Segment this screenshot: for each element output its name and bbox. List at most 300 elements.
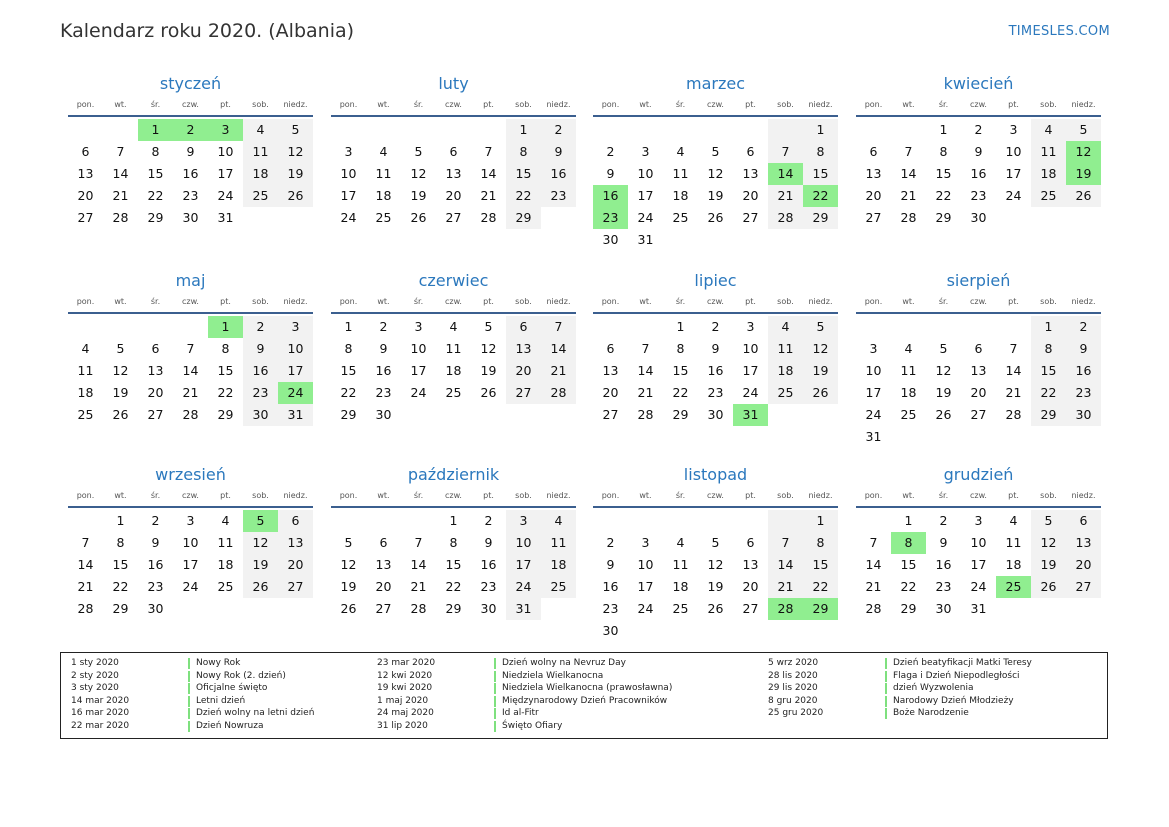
day-cell[interactable]: 28	[480, 210, 497, 225]
day-cell[interactable]: 20	[742, 188, 759, 203]
day-cell[interactable]: 22	[506, 185, 541, 207]
day-cell[interactable]: 9	[541, 141, 576, 163]
day-cell[interactable]: 28	[637, 407, 654, 422]
day-cell[interactable]: 14	[900, 166, 917, 181]
day-cell[interactable]: 2	[1066, 316, 1101, 338]
day-cell[interactable]: 20	[970, 385, 987, 400]
day-cell[interactable]: 3	[344, 144, 353, 159]
day-cell[interactable]: 16	[935, 557, 952, 572]
day-cell[interactable]: 18	[243, 163, 278, 185]
day-cell[interactable]: 10	[637, 557, 654, 572]
day-cell[interactable]: 24	[742, 385, 759, 400]
day-cell[interactable]: 13	[602, 363, 619, 378]
day-cell[interactable]: 25	[375, 210, 392, 225]
day-cell[interactable]: 11	[768, 338, 803, 360]
day-cell[interactable]: 1	[1031, 316, 1066, 338]
day-cell[interactable]: 17	[865, 385, 882, 400]
day-cell[interactable]: 13	[278, 532, 313, 554]
day-cell[interactable]: 4	[1031, 119, 1066, 141]
day-cell[interactable]: 30	[935, 601, 952, 616]
day-cell[interactable]: 2	[541, 119, 576, 141]
day-cell[interactable]: 6	[746, 144, 755, 159]
day-cell[interactable]: 13	[742, 557, 759, 572]
day-cell[interactable]: 2	[606, 535, 615, 550]
day-cell[interactable]: 1	[208, 316, 243, 338]
day-cell[interactable]: 24	[970, 579, 987, 594]
day-cell[interactable]: 11	[217, 535, 234, 550]
day-cell[interactable]: 3	[746, 319, 755, 334]
day-cell[interactable]: 16	[541, 163, 576, 185]
day-cell[interactable]: 13	[147, 363, 164, 378]
day-cell[interactable]: 12	[410, 166, 427, 181]
day-cell[interactable]: 28	[112, 210, 129, 225]
day-cell[interactable]: 10	[506, 532, 541, 554]
day-cell[interactable]: 11	[243, 141, 278, 163]
day-cell[interactable]: 2	[974, 122, 983, 137]
day-cell[interactable]: 26	[707, 601, 724, 616]
day-cell[interactable]: 24	[637, 601, 654, 616]
day-cell[interactable]: 20	[742, 579, 759, 594]
day-cell[interactable]: 10	[742, 341, 759, 356]
day-cell[interactable]: 31	[217, 210, 234, 225]
day-cell[interactable]: 15	[217, 363, 234, 378]
day-cell[interactable]: 21	[768, 185, 803, 207]
day-cell[interactable]: 29	[1031, 404, 1066, 426]
day-cell[interactable]: 12	[707, 557, 724, 572]
day-cell[interactable]: 29	[803, 598, 838, 620]
day-cell[interactable]: 30	[602, 232, 619, 247]
day-cell[interactable]: 31	[278, 404, 313, 426]
day-cell[interactable]: 4	[449, 319, 458, 334]
day-cell[interactable]: 11	[672, 557, 689, 572]
day-cell[interactable]: 6	[81, 144, 90, 159]
day-cell[interactable]: 13	[375, 557, 392, 572]
day-cell[interactable]: 12	[803, 338, 838, 360]
day-cell[interactable]: 3	[278, 316, 313, 338]
day-cell[interactable]: 22	[112, 579, 129, 594]
day-cell[interactable]: 4	[243, 119, 278, 141]
day-cell[interactable]: 10	[340, 166, 357, 181]
day-cell[interactable]: 10	[217, 144, 234, 159]
day-cell[interactable]: 27	[445, 210, 462, 225]
day-cell[interactable]: 1	[449, 513, 458, 528]
day-cell[interactable]: 29	[506, 207, 541, 229]
day-cell[interactable]: 15	[900, 557, 917, 572]
day-cell[interactable]: 15	[803, 554, 838, 576]
day-cell[interactable]: 23	[147, 579, 164, 594]
day-cell[interactable]: 20	[602, 385, 619, 400]
day-cell[interactable]: 4	[221, 513, 230, 528]
day-cell[interactable]: 19	[803, 360, 838, 382]
day-cell[interactable]: 24	[217, 188, 234, 203]
day-cell[interactable]: 17	[637, 579, 654, 594]
day-cell[interactable]: 9	[379, 341, 388, 356]
day-cell[interactable]: 3	[208, 119, 243, 141]
day-cell[interactable]: 23	[1066, 382, 1101, 404]
day-cell[interactable]: 15	[935, 166, 952, 181]
day-cell[interactable]: 11	[900, 363, 917, 378]
day-cell[interactable]: 11	[77, 363, 94, 378]
day-cell[interactable]: 9	[186, 144, 195, 159]
day-cell[interactable]: 17	[278, 360, 313, 382]
day-cell[interactable]: 4	[904, 341, 913, 356]
day-cell[interactable]: 9	[606, 166, 615, 181]
day-cell[interactable]: 26	[410, 210, 427, 225]
day-cell[interactable]: 10	[278, 338, 313, 360]
day-cell[interactable]: 25	[541, 576, 576, 598]
day-cell[interactable]: 21	[541, 360, 576, 382]
day-cell[interactable]: 17	[637, 188, 654, 203]
day-cell[interactable]: 14	[541, 338, 576, 360]
day-cell[interactable]: 28	[77, 601, 94, 616]
day-cell[interactable]: 5	[1031, 510, 1066, 532]
day-cell[interactable]: 8	[506, 141, 541, 163]
day-cell[interactable]: 11	[1005, 535, 1022, 550]
day-cell[interactable]: 1	[904, 513, 913, 528]
day-cell[interactable]: 15	[445, 557, 462, 572]
day-cell[interactable]: 6	[379, 535, 388, 550]
day-cell[interactable]: 28	[182, 407, 199, 422]
day-cell[interactable]: 27	[865, 210, 882, 225]
day-cell[interactable]: 13	[445, 166, 462, 181]
day-cell[interactable]: 9	[243, 338, 278, 360]
day-cell[interactable]: 2	[379, 319, 388, 334]
day-cell[interactable]: 8	[344, 341, 353, 356]
day-cell[interactable]: 12	[935, 363, 952, 378]
day-cell[interactable]: 29	[803, 207, 838, 229]
day-cell[interactable]: 6	[1066, 510, 1101, 532]
day-cell[interactable]: 7	[186, 341, 195, 356]
day-cell[interactable]: 20	[506, 360, 541, 382]
day-cell[interactable]: 15	[340, 363, 357, 378]
day-cell[interactable]: 31	[865, 429, 882, 444]
day-cell[interactable]: 7	[116, 144, 125, 159]
day-cell[interactable]: 30	[1066, 404, 1101, 426]
day-cell[interactable]: 25	[768, 382, 803, 404]
day-cell[interactable]: 19	[935, 385, 952, 400]
day-cell[interactable]: 6	[869, 144, 878, 159]
day-cell[interactable]: 22	[803, 576, 838, 598]
day-cell[interactable]: 8	[803, 532, 838, 554]
day-cell[interactable]: 2	[939, 513, 948, 528]
day-cell[interactable]: 5	[484, 319, 493, 334]
day-cell[interactable]: 18	[672, 188, 689, 203]
day-cell[interactable]: 22	[672, 385, 689, 400]
day-cell[interactable]: 11	[375, 166, 392, 181]
day-cell[interactable]: 19	[480, 363, 497, 378]
day-cell[interactable]: 28	[900, 210, 917, 225]
day-cell[interactable]: 2	[711, 319, 720, 334]
day-cell[interactable]: 5	[344, 535, 353, 550]
day-cell[interactable]: 9	[484, 535, 493, 550]
day-cell[interactable]: 14	[1005, 363, 1022, 378]
day-cell[interactable]: 20	[865, 188, 882, 203]
day-cell[interactable]: 29	[147, 210, 164, 225]
day-cell[interactable]: 25	[243, 185, 278, 207]
day-cell[interactable]: 5	[116, 341, 125, 356]
day-cell[interactable]: 28	[1005, 407, 1022, 422]
day-cell[interactable]: 11	[1031, 141, 1066, 163]
day-cell[interactable]: 26	[707, 210, 724, 225]
day-cell[interactable]: 27	[77, 210, 94, 225]
day-cell[interactable]: 7	[484, 144, 493, 159]
day-cell[interactable]: 2	[151, 513, 160, 528]
day-cell[interactable]: 6	[746, 535, 755, 550]
day-cell[interactable]: 22	[1031, 382, 1066, 404]
day-cell[interactable]: 14	[768, 163, 803, 185]
day-cell[interactable]: 12	[340, 557, 357, 572]
day-cell[interactable]: 29	[900, 601, 917, 616]
day-cell[interactable]: 14	[865, 557, 882, 572]
day-cell[interactable]: 5	[414, 144, 423, 159]
day-cell[interactable]: 27	[147, 407, 164, 422]
day-cell[interactable]: 15	[506, 163, 541, 185]
day-cell[interactable]: 27	[278, 576, 313, 598]
day-cell[interactable]: 6	[974, 341, 983, 356]
day-cell[interactable]: 11	[445, 341, 462, 356]
day-cell[interactable]: 29	[672, 407, 689, 422]
day-cell[interactable]: 30	[147, 601, 164, 616]
day-cell[interactable]: 17	[410, 363, 427, 378]
day-cell[interactable]: 25	[900, 407, 917, 422]
day-cell[interactable]: 12	[1031, 532, 1066, 554]
day-cell[interactable]: 8	[803, 141, 838, 163]
day-cell[interactable]: 28	[768, 598, 803, 620]
day-cell[interactable]: 21	[112, 188, 129, 203]
day-cell[interactable]: 18	[672, 579, 689, 594]
day-cell[interactable]: 13	[865, 166, 882, 181]
day-cell[interactable]: 10	[1005, 144, 1022, 159]
day-cell[interactable]: 16	[243, 360, 278, 382]
day-cell[interactable]: 28	[768, 207, 803, 229]
day-cell[interactable]: 27	[506, 382, 541, 404]
day-cell[interactable]: 14	[768, 554, 803, 576]
day-cell[interactable]: 6	[151, 341, 160, 356]
day-cell[interactable]: 15	[803, 163, 838, 185]
day-cell[interactable]: 13	[742, 166, 759, 181]
day-cell[interactable]: 7	[541, 316, 576, 338]
day-cell[interactable]: 23	[480, 579, 497, 594]
day-cell[interactable]: 27	[602, 407, 619, 422]
day-cell[interactable]: 23	[541, 185, 576, 207]
day-cell[interactable]: 21	[768, 576, 803, 598]
day-cell[interactable]: 26	[278, 185, 313, 207]
day-cell[interactable]: 6	[449, 144, 458, 159]
day-cell[interactable]: 31	[733, 404, 768, 426]
day-cell[interactable]: 14	[77, 557, 94, 572]
day-cell[interactable]: 20	[147, 385, 164, 400]
day-cell[interactable]: 26	[112, 407, 129, 422]
day-cell[interactable]: 9	[974, 144, 983, 159]
day-cell[interactable]: 26	[480, 385, 497, 400]
day-cell[interactable]: 18	[375, 188, 392, 203]
day-cell[interactable]: 4	[379, 144, 388, 159]
day-cell[interactable]: 8	[676, 341, 685, 356]
day-cell[interactable]: 10	[182, 535, 199, 550]
day-cell[interactable]: 23	[243, 382, 278, 404]
day-cell[interactable]: 18	[217, 557, 234, 572]
day-cell[interactable]: 8	[939, 144, 948, 159]
day-cell[interactable]: 14	[637, 363, 654, 378]
day-cell[interactable]: 19	[243, 554, 278, 576]
day-cell[interactable]: 19	[1066, 163, 1101, 185]
day-cell[interactable]: 23	[602, 601, 619, 616]
day-cell[interactable]: 26	[1066, 185, 1101, 207]
day-cell[interactable]: 5	[711, 535, 720, 550]
day-cell[interactable]: 10	[865, 363, 882, 378]
day-cell[interactable]: 1	[116, 513, 125, 528]
day-cell[interactable]: 17	[506, 554, 541, 576]
day-cell[interactable]: 17	[217, 166, 234, 181]
day-cell[interactable]: 1	[803, 510, 838, 532]
day-cell[interactable]: 30	[970, 210, 987, 225]
day-cell[interactable]: 17	[1005, 166, 1022, 181]
day-cell[interactable]: 4	[541, 510, 576, 532]
day-cell[interactable]: 3	[869, 341, 878, 356]
day-cell[interactable]: 22	[935, 188, 952, 203]
day-cell[interactable]: 16	[593, 185, 628, 207]
day-cell[interactable]: 8	[221, 341, 230, 356]
day-cell[interactable]: 25	[77, 407, 94, 422]
day-cell[interactable]: 7	[768, 141, 803, 163]
day-cell[interactable]: 29	[340, 407, 357, 422]
day-cell[interactable]: 2	[243, 316, 278, 338]
day-cell[interactable]: 8	[116, 535, 125, 550]
day-cell[interactable]: 29	[445, 601, 462, 616]
day-cell[interactable]: 27	[375, 601, 392, 616]
day-cell[interactable]: 9	[606, 557, 615, 572]
day-cell[interactable]: 11	[541, 532, 576, 554]
day-cell[interactable]: 14	[182, 363, 199, 378]
day-cell[interactable]: 19	[112, 385, 129, 400]
day-cell[interactable]: 19	[410, 188, 427, 203]
day-cell[interactable]: 10	[410, 341, 427, 356]
day-cell[interactable]: 4	[81, 341, 90, 356]
day-cell[interactable]: 21	[77, 579, 94, 594]
day-cell[interactable]: 25	[445, 385, 462, 400]
day-cell[interactable]: 18	[541, 554, 576, 576]
day-cell[interactable]: 3	[506, 510, 541, 532]
day-cell[interactable]: 7	[768, 532, 803, 554]
day-cell[interactable]: 20	[77, 188, 94, 203]
day-cell[interactable]: 26	[935, 407, 952, 422]
day-cell[interactable]: 17	[182, 557, 199, 572]
day-cell[interactable]: 29	[217, 407, 234, 422]
day-cell[interactable]: 16	[707, 363, 724, 378]
day-cell[interactable]: 20	[1066, 554, 1101, 576]
day-cell[interactable]: 8	[891, 532, 926, 554]
day-cell[interactable]: 21	[480, 188, 497, 203]
day-cell[interactable]: 30	[602, 623, 619, 638]
day-cell[interactable]: 25	[672, 601, 689, 616]
day-cell[interactable]: 29	[935, 210, 952, 225]
day-cell[interactable]: 30	[243, 404, 278, 426]
day-cell[interactable]: 1	[676, 319, 685, 334]
day-cell[interactable]: 24	[278, 382, 313, 404]
day-cell[interactable]: 13	[506, 338, 541, 360]
day-cell[interactable]: 12	[707, 166, 724, 181]
day-cell[interactable]: 25	[996, 576, 1031, 598]
day-cell[interactable]: 23	[935, 579, 952, 594]
day-cell[interactable]: 7	[414, 535, 423, 550]
day-cell[interactable]: 7	[904, 144, 913, 159]
day-cell[interactable]: 19	[340, 579, 357, 594]
day-cell[interactable]: 6	[606, 341, 615, 356]
day-cell[interactable]: 21	[410, 579, 427, 594]
day-cell[interactable]: 24	[182, 579, 199, 594]
day-cell[interactable]: 12	[278, 141, 313, 163]
day-cell[interactable]: 1	[939, 122, 948, 137]
day-cell[interactable]: 23	[707, 385, 724, 400]
day-cell[interactable]: 4	[1009, 513, 1018, 528]
day-cell[interactable]: 26	[1031, 576, 1066, 598]
day-cell[interactable]: 24	[1005, 188, 1022, 203]
day-cell[interactable]: 28	[865, 601, 882, 616]
brand-link[interactable]: TIMESLES.COM	[1008, 24, 1110, 39]
day-cell[interactable]: 14	[112, 166, 129, 181]
day-cell[interactable]: 12	[112, 363, 129, 378]
day-cell[interactable]: 25	[1031, 185, 1066, 207]
day-cell[interactable]: 21	[1005, 385, 1022, 400]
day-cell[interactable]: 14	[480, 166, 497, 181]
day-cell[interactable]: 8	[449, 535, 458, 550]
day-cell[interactable]: 18	[445, 363, 462, 378]
day-cell[interactable]: 5	[711, 144, 720, 159]
day-cell[interactable]: 30	[480, 601, 497, 616]
day-cell[interactable]: 9	[939, 535, 948, 550]
day-cell[interactable]: 27	[970, 407, 987, 422]
day-cell[interactable]: 13	[1066, 532, 1101, 554]
day-cell[interactable]: 23	[593, 207, 628, 229]
day-cell[interactable]: 15	[1031, 360, 1066, 382]
day-cell[interactable]: 19	[707, 579, 724, 594]
day-cell[interactable]: 20	[278, 554, 313, 576]
day-cell[interactable]: 22	[217, 385, 234, 400]
day-cell[interactable]: 16	[182, 166, 199, 181]
day-cell[interactable]: 29	[112, 601, 129, 616]
day-cell[interactable]: 24	[340, 210, 357, 225]
day-cell[interactable]: 8	[1031, 338, 1066, 360]
day-cell[interactable]: 9	[151, 535, 160, 550]
day-cell[interactable]: 7	[81, 535, 90, 550]
day-cell[interactable]: 22	[900, 579, 917, 594]
day-cell[interactable]: 10	[637, 166, 654, 181]
day-cell[interactable]: 22	[445, 579, 462, 594]
day-cell[interactable]: 22	[803, 185, 838, 207]
day-cell[interactable]: 27	[1066, 576, 1101, 598]
day-cell[interactable]: 27	[742, 210, 759, 225]
day-cell[interactable]: 1	[506, 119, 541, 141]
day-cell[interactable]: 2	[606, 144, 615, 159]
day-cell[interactable]: 24	[865, 407, 882, 422]
day-cell[interactable]: 5	[243, 510, 278, 532]
day-cell[interactable]: 14	[410, 557, 427, 572]
day-cell[interactable]: 5	[803, 316, 838, 338]
day-cell[interactable]: 30	[182, 210, 199, 225]
day-cell[interactable]: 15	[112, 557, 129, 572]
day-cell[interactable]: 9	[711, 341, 720, 356]
day-cell[interactable]: 7	[641, 341, 650, 356]
day-cell[interactable]: 1	[138, 119, 173, 141]
day-cell[interactable]: 24	[410, 385, 427, 400]
day-cell[interactable]: 24	[637, 210, 654, 225]
day-cell[interactable]: 18	[768, 360, 803, 382]
day-cell[interactable]: 21	[900, 188, 917, 203]
day-cell[interactable]: 1	[803, 119, 838, 141]
day-cell[interactable]: 2	[484, 513, 493, 528]
day-cell[interactable]: 18	[1005, 557, 1022, 572]
day-cell[interactable]: 4	[768, 316, 803, 338]
